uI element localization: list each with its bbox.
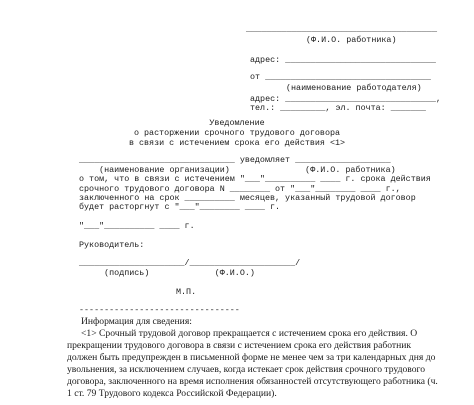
head-label: Руководитель: bbox=[79, 240, 145, 250]
footnote-text-6: 1 ст. 79 Трудового кодекса Российской Федерации). bbox=[67, 388, 277, 399]
employer-caption: (наименование работодателя) bbox=[286, 83, 422, 93]
document-subtitle-2: в связи с истечением срока его действия <1> bbox=[128, 138, 346, 148]
footnote-heading: Информация для сведения: bbox=[81, 316, 192, 327]
signature-line: _____________________/_____________________/ bbox=[79, 258, 301, 268]
footnote-text-2: прекращении трудового договора в связи с истечением срока его действия работник bbox=[67, 340, 412, 351]
signature-captions: (подпись) (Ф.И.О.) bbox=[79, 268, 255, 278]
notice-line-1: _______________________________ уведомляет ___________________ bbox=[79, 155, 391, 165]
document-subtitle-1: о расторжении срочного трудового договора bbox=[133, 128, 341, 138]
stamp-place: М.П. bbox=[176, 287, 197, 297]
document-title: Уведомление bbox=[209, 118, 265, 128]
notice-line-6: будет расторгнут с "___"________ ____ г. bbox=[79, 202, 281, 212]
employer-from-line: от _________________________________ bbox=[250, 72, 431, 82]
notice-date-line: "___"__________ ____ г. bbox=[79, 221, 195, 231]
employer-contacts-line: тел.: _________, эл. почта: _______ bbox=[250, 103, 426, 113]
footnote-text-4: увольнения, за исключением случаев, когда истекает срок действия срочного трудового bbox=[67, 364, 426, 375]
notice-line-3: о том, что в связи с истечением "___"__________ ____ г. срока действия bbox=[79, 174, 431, 184]
employee-fio-caption: (Ф.И.О. работника) bbox=[306, 35, 397, 45]
employer-address-line: адрес: ______________________________, bbox=[250, 94, 441, 104]
employee-address-line: адрес: ______________________________ bbox=[250, 55, 436, 65]
footnote-text-1: <1> Срочный трудовой договор прекращается с истечением срока его действия. О bbox=[81, 328, 418, 339]
notice-line-4: срочного трудового договора N ________ от "___"________ ____ г., bbox=[79, 184, 401, 194]
notice-line-5: заключенного на срок __________ месяцев, указанный трудовой договор bbox=[79, 193, 416, 203]
footnote-text-5: договора, заключенного на время исполнения обязанностей отсутствующего работника (ч. bbox=[67, 376, 438, 387]
footnote-rule: -------------------------------- bbox=[79, 305, 240, 315]
employee-name-rule: ______________________________________ bbox=[246, 24, 437, 34]
notice-captions: (наименование организации) (Ф.И.О. работника) bbox=[79, 165, 396, 175]
footnote-text-3: должен быть предупрежден в письменной форме не менее чем за три календарных дня до bbox=[67, 352, 436, 363]
